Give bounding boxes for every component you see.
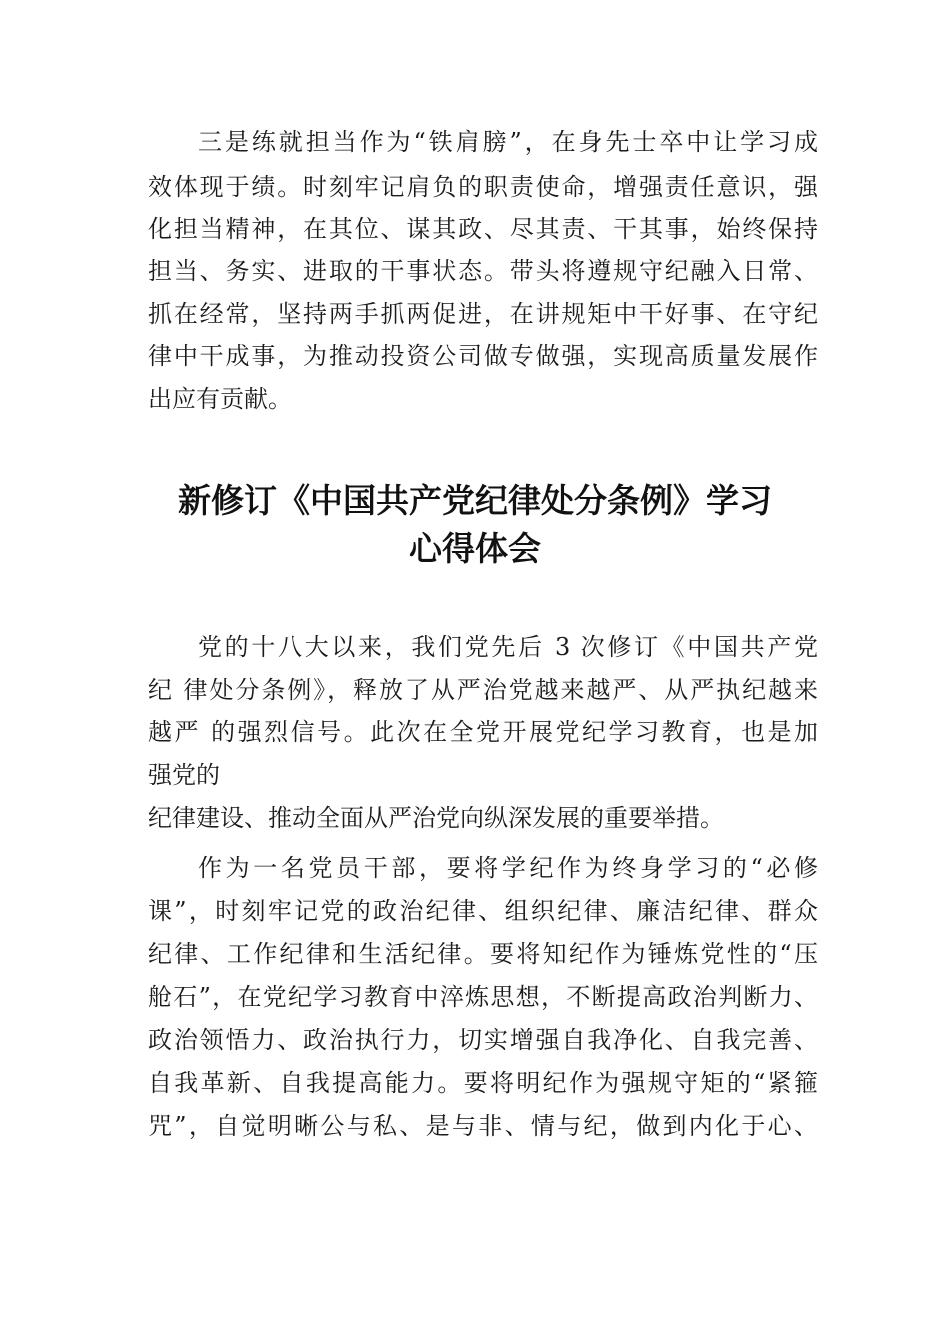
text-line: 党的十八大以来，我们党先后 3 次修订《中国共产党 <box>198 633 818 661</box>
text-line: 律中干成事，为推动投资公司做专做强，实现高质量发展作 <box>148 342 818 370</box>
text-line: 三是练就担当作为“铁肩膀”，在身先士卒中让学习成 <box>198 128 818 156</box>
text-line: 纪律建设、推动全面从严治党向纵深发展的重要举措。 <box>148 804 724 832</box>
text-line: 强党的 <box>148 761 220 789</box>
text-line: 出应有贡献。 <box>148 385 292 413</box>
text-line: 自我革新、自我提高能力。要将明纪作为强规守矩的“紧箍 <box>148 1069 818 1097</box>
text-line: 越严 的强烈信号。此次在全党开展党纪学习教育，也是加 <box>148 718 818 746</box>
text-line: 抓在经常，坚持两手抓两促进，在讲规矩中干好事、在守纪 <box>148 300 818 328</box>
text-line: 咒”，自觉明晰公与私、是与非、情与纪，做到内化于心、 <box>148 1112 818 1140</box>
text-line: 政治领悟力、政治执行力，切实增强自我净化、自我完善、 <box>148 1026 818 1054</box>
text-line: 效体现于绩。时刻牢记肩负的职责使命，增强责任意识，强 <box>148 173 818 201</box>
text-line: 纪律、工作纪律和生活纪律。要将知纪作为锤炼党性的“压 <box>148 940 818 968</box>
title-line-2: 心得体会 <box>409 529 541 568</box>
text-line: 化担当精神，在其位、谋其政、尽其责、干其事，始终保持 <box>148 215 818 243</box>
text-line: 担当、务实、进取的干事状态。带头将遵规守纪融入日常、 <box>148 257 818 285</box>
text-line: 纪 律处分条例》，释放了从严治党越来越严、从严执纪越来 <box>148 676 818 704</box>
text-line: 舱石”，在党纪学习教育中淬炼思想，不断提高政治判断力、 <box>148 983 818 1011</box>
text-line: 作为一名党员干部，要将学纪作为终身学习的“必修 <box>198 854 818 882</box>
text-line: 课”，时刻牢记党的政治纪律、组织纪律、廉洁纪律、群众 <box>148 897 818 925</box>
title-line-1: 新修订《中国共产党纪律处分条例》学习 <box>178 481 772 520</box>
